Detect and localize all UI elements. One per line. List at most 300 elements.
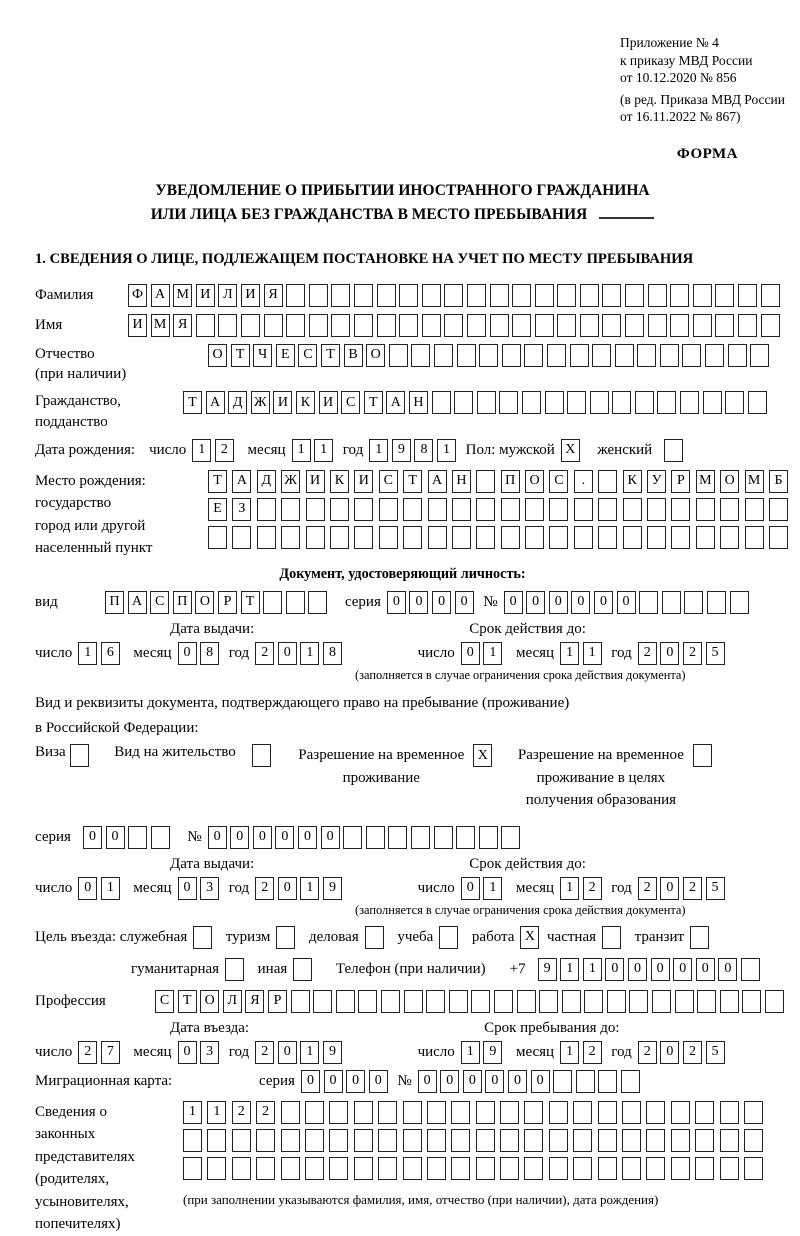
- char-box[interactable]: [403, 498, 422, 521]
- char-box[interactable]: [452, 526, 471, 549]
- char-box[interactable]: С: [155, 990, 174, 1013]
- char-box[interactable]: [434, 826, 453, 849]
- char-box[interactable]: 0: [571, 591, 590, 614]
- char-box[interactable]: Н: [409, 391, 428, 414]
- char-box[interactable]: [693, 744, 712, 767]
- char-box[interactable]: 2: [232, 1101, 251, 1124]
- char-box[interactable]: [451, 1157, 470, 1180]
- char-box[interactable]: 0: [617, 591, 636, 614]
- char-box[interactable]: 2: [78, 1041, 97, 1064]
- char-box[interactable]: [598, 1129, 617, 1152]
- char-box[interactable]: [742, 990, 761, 1013]
- char-box[interactable]: [305, 1157, 324, 1180]
- char-box[interactable]: [403, 1157, 422, 1180]
- char-box[interactable]: 2: [255, 1041, 274, 1064]
- char-box[interactable]: 3: [200, 877, 219, 900]
- char-box[interactable]: [476, 1129, 495, 1152]
- char-box[interactable]: [590, 391, 609, 414]
- char-box[interactable]: [549, 1157, 568, 1180]
- char-box[interactable]: [500, 1129, 519, 1152]
- char-box[interactable]: 1: [101, 877, 120, 900]
- char-box[interactable]: С: [549, 470, 568, 493]
- char-box[interactable]: 1: [560, 1041, 579, 1064]
- char-box[interactable]: [720, 1129, 739, 1152]
- char-box[interactable]: [305, 1101, 324, 1124]
- char-box[interactable]: X: [561, 439, 580, 462]
- char-box[interactable]: [490, 314, 509, 337]
- char-box[interactable]: 0: [461, 642, 480, 665]
- char-box[interactable]: [256, 1129, 275, 1152]
- char-box[interactable]: [512, 314, 531, 337]
- char-box[interactable]: [623, 526, 642, 549]
- char-box[interactable]: [680, 391, 699, 414]
- char-box[interactable]: [622, 1101, 641, 1124]
- char-box[interactable]: 1: [583, 958, 602, 981]
- char-box[interactable]: [697, 990, 716, 1013]
- char-box[interactable]: [281, 1129, 300, 1152]
- char-box[interactable]: 2: [583, 877, 602, 900]
- char-box[interactable]: [70, 744, 89, 767]
- char-box[interactable]: [305, 1129, 324, 1152]
- char-box[interactable]: М: [696, 470, 715, 493]
- char-box[interactable]: 0: [253, 826, 272, 849]
- char-box[interactable]: [535, 284, 554, 307]
- char-box[interactable]: [451, 1129, 470, 1152]
- char-box[interactable]: [467, 284, 486, 307]
- char-box[interactable]: 0: [321, 826, 340, 849]
- char-box[interactable]: [291, 990, 310, 1013]
- char-box[interactable]: [476, 1157, 495, 1180]
- char-box[interactable]: [427, 1101, 446, 1124]
- char-box[interactable]: [208, 526, 227, 549]
- char-box[interactable]: 2: [638, 877, 657, 900]
- char-box[interactable]: 1: [461, 1041, 480, 1064]
- char-box[interactable]: 0: [369, 1070, 388, 1093]
- char-box[interactable]: [670, 314, 689, 337]
- char-box[interactable]: 0: [278, 1041, 297, 1064]
- char-box[interactable]: [598, 1070, 617, 1093]
- char-box[interactable]: [524, 344, 543, 367]
- char-box[interactable]: А: [151, 284, 170, 307]
- char-box[interactable]: [388, 826, 407, 849]
- char-box[interactable]: К: [330, 470, 349, 493]
- char-box[interactable]: [671, 1129, 690, 1152]
- char-box[interactable]: Е: [276, 344, 295, 367]
- char-box[interactable]: [703, 391, 722, 414]
- char-box[interactable]: [576, 1070, 595, 1093]
- char-box[interactable]: 1: [183, 1101, 202, 1124]
- char-box[interactable]: [494, 990, 513, 1013]
- char-box[interactable]: [705, 344, 724, 367]
- char-box[interactable]: [557, 314, 576, 337]
- char-box[interactable]: [365, 926, 384, 949]
- char-box[interactable]: [306, 498, 325, 521]
- char-box[interactable]: [471, 990, 490, 1013]
- char-box[interactable]: [607, 990, 626, 1013]
- char-box[interactable]: [671, 1101, 690, 1124]
- char-box[interactable]: 1: [207, 1101, 226, 1124]
- char-box[interactable]: 0: [178, 642, 197, 665]
- char-box[interactable]: [573, 1157, 592, 1180]
- char-box[interactable]: [263, 591, 282, 614]
- char-box[interactable]: [584, 990, 603, 1013]
- char-box[interactable]: [501, 498, 520, 521]
- char-box[interactable]: [695, 1101, 714, 1124]
- char-box[interactable]: [354, 498, 373, 521]
- char-box[interactable]: [761, 314, 780, 337]
- char-box[interactable]: 1: [78, 642, 97, 665]
- char-box[interactable]: [598, 1157, 617, 1180]
- char-box[interactable]: Л: [223, 990, 242, 1013]
- char-box[interactable]: 0: [660, 642, 679, 665]
- char-box[interactable]: [467, 314, 486, 337]
- char-box[interactable]: [502, 344, 521, 367]
- char-box[interactable]: 0: [594, 591, 613, 614]
- char-box[interactable]: [639, 591, 658, 614]
- char-box[interactable]: [621, 1070, 640, 1093]
- char-box[interactable]: [720, 990, 739, 1013]
- char-box[interactable]: [257, 498, 276, 521]
- char-box[interactable]: [196, 314, 215, 337]
- char-box[interactable]: [635, 391, 654, 414]
- char-box[interactable]: [432, 391, 451, 414]
- char-box[interactable]: [646, 1129, 665, 1152]
- char-box[interactable]: [281, 526, 300, 549]
- char-box[interactable]: Т: [241, 591, 260, 614]
- char-box[interactable]: 3: [200, 1041, 219, 1064]
- char-box[interactable]: [378, 1101, 397, 1124]
- char-box[interactable]: [693, 314, 712, 337]
- char-box[interactable]: [574, 526, 593, 549]
- char-box[interactable]: [456, 826, 475, 849]
- char-box[interactable]: [151, 826, 170, 849]
- char-box[interactable]: 2: [255, 642, 274, 665]
- char-box[interactable]: [622, 1157, 641, 1180]
- char-box[interactable]: [264, 314, 283, 337]
- char-box[interactable]: И: [196, 284, 215, 307]
- char-box[interactable]: [524, 1101, 543, 1124]
- char-box[interactable]: [539, 990, 558, 1013]
- char-box[interactable]: 7: [101, 1041, 120, 1064]
- char-box[interactable]: [354, 1157, 373, 1180]
- char-box[interactable]: С: [150, 591, 169, 614]
- char-box[interactable]: [381, 990, 400, 1013]
- char-box[interactable]: [232, 1157, 251, 1180]
- char-box[interactable]: [524, 1157, 543, 1180]
- char-box[interactable]: [286, 284, 305, 307]
- char-box[interactable]: X: [473, 744, 492, 767]
- char-box[interactable]: Р: [268, 990, 287, 1013]
- char-box[interactable]: [225, 958, 244, 981]
- char-box[interactable]: [580, 284, 599, 307]
- char-box[interactable]: [354, 314, 373, 337]
- char-box[interactable]: [602, 284, 621, 307]
- char-box[interactable]: [682, 344, 701, 367]
- char-box[interactable]: 1: [300, 642, 319, 665]
- char-box[interactable]: 0: [324, 1070, 343, 1093]
- char-box[interactable]: [612, 391, 631, 414]
- char-box[interactable]: [286, 314, 305, 337]
- char-box[interactable]: [769, 498, 788, 521]
- char-box[interactable]: [281, 498, 300, 521]
- char-box[interactable]: А: [428, 470, 447, 493]
- char-box[interactable]: [646, 1157, 665, 1180]
- char-box[interactable]: Н: [452, 470, 471, 493]
- char-box[interactable]: [379, 498, 398, 521]
- char-box[interactable]: [720, 1157, 739, 1180]
- char-box[interactable]: [128, 826, 147, 849]
- char-box[interactable]: [725, 391, 744, 414]
- char-box[interactable]: Т: [364, 391, 383, 414]
- char-box[interactable]: [660, 344, 679, 367]
- char-box[interactable]: И: [241, 284, 260, 307]
- char-box[interactable]: [647, 526, 666, 549]
- char-box[interactable]: И: [273, 391, 292, 414]
- char-box[interactable]: [675, 990, 694, 1013]
- char-box[interactable]: Ч: [253, 344, 272, 367]
- char-box[interactable]: [720, 526, 739, 549]
- char-box[interactable]: [500, 1101, 519, 1124]
- char-box[interactable]: 0: [83, 826, 102, 849]
- char-box[interactable]: [744, 1101, 763, 1124]
- char-box[interactable]: [547, 344, 566, 367]
- char-box[interactable]: [331, 284, 350, 307]
- char-box[interactable]: Т: [183, 391, 202, 414]
- char-box[interactable]: [525, 526, 544, 549]
- char-box[interactable]: [490, 284, 509, 307]
- char-box[interactable]: [671, 1157, 690, 1180]
- char-box[interactable]: [728, 344, 747, 367]
- char-box[interactable]: [738, 314, 757, 337]
- char-box[interactable]: [330, 526, 349, 549]
- char-box[interactable]: 1: [560, 877, 579, 900]
- char-box[interactable]: [567, 391, 586, 414]
- char-box[interactable]: 0: [531, 1070, 550, 1093]
- char-box[interactable]: [276, 926, 295, 949]
- char-box[interactable]: [256, 1157, 275, 1180]
- char-box[interactable]: 2: [583, 1041, 602, 1064]
- char-box[interactable]: [313, 990, 332, 1013]
- char-box[interactable]: 1: [560, 958, 579, 981]
- char-box[interactable]: П: [105, 591, 124, 614]
- char-box[interactable]: [622, 1129, 641, 1152]
- char-box[interactable]: [598, 1101, 617, 1124]
- char-box[interactable]: [479, 344, 498, 367]
- char-box[interactable]: 0: [526, 591, 545, 614]
- char-box[interactable]: [657, 391, 676, 414]
- char-box[interactable]: О: [525, 470, 544, 493]
- char-box[interactable]: Е: [208, 498, 227, 521]
- char-box[interactable]: [671, 526, 690, 549]
- char-box[interactable]: 0: [106, 826, 125, 849]
- char-box[interactable]: У: [647, 470, 666, 493]
- char-box[interactable]: [411, 826, 430, 849]
- char-box[interactable]: [403, 1129, 422, 1152]
- char-box[interactable]: Ж: [251, 391, 270, 414]
- char-box[interactable]: И: [128, 314, 147, 337]
- char-box[interactable]: [476, 526, 495, 549]
- char-box[interactable]: [553, 1070, 572, 1093]
- char-box[interactable]: [218, 314, 237, 337]
- char-box[interactable]: [738, 284, 757, 307]
- char-box[interactable]: [535, 314, 554, 337]
- char-box[interactable]: А: [232, 470, 251, 493]
- char-box[interactable]: [378, 1157, 397, 1180]
- char-box[interactable]: 0: [275, 826, 294, 849]
- char-box[interactable]: [602, 314, 621, 337]
- char-box[interactable]: 1: [300, 877, 319, 900]
- char-box[interactable]: [329, 1129, 348, 1152]
- char-box[interactable]: 6: [101, 642, 120, 665]
- char-box[interactable]: [695, 1129, 714, 1152]
- char-box[interactable]: [358, 990, 377, 1013]
- char-box[interactable]: [592, 344, 611, 367]
- char-box[interactable]: [354, 1129, 373, 1152]
- char-box[interactable]: [281, 1157, 300, 1180]
- char-box[interactable]: 8: [414, 439, 433, 462]
- char-box[interactable]: [404, 990, 423, 1013]
- char-box[interactable]: [615, 344, 634, 367]
- char-box[interactable]: Т: [178, 990, 197, 1013]
- char-box[interactable]: [574, 498, 593, 521]
- char-box[interactable]: 1: [192, 439, 211, 462]
- char-box[interactable]: 0: [463, 1070, 482, 1093]
- char-box[interactable]: [389, 344, 408, 367]
- char-box[interactable]: 0: [605, 958, 624, 981]
- char-box[interactable]: [499, 391, 518, 414]
- char-box[interactable]: [648, 284, 667, 307]
- char-box[interactable]: О: [366, 344, 385, 367]
- char-box[interactable]: [522, 391, 541, 414]
- char-box[interactable]: [329, 1101, 348, 1124]
- char-box[interactable]: [366, 826, 385, 849]
- char-box[interactable]: О: [208, 344, 227, 367]
- char-box[interactable]: [637, 344, 656, 367]
- char-box[interactable]: [403, 526, 422, 549]
- char-box[interactable]: 0: [696, 958, 715, 981]
- char-box[interactable]: 9: [323, 877, 342, 900]
- char-box[interactable]: [693, 284, 712, 307]
- char-box[interactable]: О: [195, 591, 214, 614]
- char-box[interactable]: [252, 744, 271, 767]
- char-box[interactable]: [648, 314, 667, 337]
- char-box[interactable]: 1: [583, 642, 602, 665]
- char-box[interactable]: [557, 284, 576, 307]
- char-box[interactable]: 0: [301, 1070, 320, 1093]
- char-box[interactable]: [354, 1101, 373, 1124]
- char-box[interactable]: [479, 826, 498, 849]
- char-box[interactable]: [629, 990, 648, 1013]
- char-box[interactable]: Л: [218, 284, 237, 307]
- char-box[interactable]: [377, 314, 396, 337]
- char-box[interactable]: [623, 498, 642, 521]
- char-box[interactable]: [549, 1129, 568, 1152]
- char-box[interactable]: [241, 314, 260, 337]
- char-box[interactable]: [745, 526, 764, 549]
- char-box[interactable]: 0: [660, 1041, 679, 1064]
- char-box[interactable]: 1: [292, 439, 311, 462]
- char-box[interactable]: [652, 990, 671, 1013]
- char-box[interactable]: [549, 1101, 568, 1124]
- char-box[interactable]: [452, 498, 471, 521]
- char-box[interactable]: 5: [706, 1041, 725, 1064]
- char-box[interactable]: [573, 1129, 592, 1152]
- char-box[interactable]: З: [232, 498, 251, 521]
- char-box[interactable]: [696, 498, 715, 521]
- char-box[interactable]: [744, 1129, 763, 1152]
- char-box[interactable]: 1: [483, 642, 502, 665]
- char-box[interactable]: Я: [245, 990, 264, 1013]
- char-box[interactable]: [580, 314, 599, 337]
- char-box[interactable]: [769, 526, 788, 549]
- char-box[interactable]: 8: [323, 642, 342, 665]
- char-box[interactable]: 9: [392, 439, 411, 462]
- char-box[interactable]: [426, 990, 445, 1013]
- char-box[interactable]: Д: [228, 391, 247, 414]
- char-box[interactable]: 2: [256, 1101, 275, 1124]
- char-box[interactable]: [744, 1157, 763, 1180]
- char-box[interactable]: 0: [440, 1070, 459, 1093]
- char-box[interactable]: [379, 526, 398, 549]
- char-box[interactable]: Ф: [128, 284, 147, 307]
- char-box[interactable]: 2: [255, 877, 274, 900]
- char-box[interactable]: 0: [455, 591, 474, 614]
- char-box[interactable]: [684, 591, 703, 614]
- char-box[interactable]: [602, 926, 621, 949]
- char-box[interactable]: М: [173, 284, 192, 307]
- char-box[interactable]: [500, 1157, 519, 1180]
- char-box[interactable]: [257, 526, 276, 549]
- char-box[interactable]: 0: [673, 958, 692, 981]
- char-box[interactable]: 0: [504, 591, 523, 614]
- char-box[interactable]: [309, 314, 328, 337]
- char-box[interactable]: [501, 526, 520, 549]
- char-box[interactable]: [378, 1129, 397, 1152]
- char-box[interactable]: [476, 470, 495, 493]
- char-box[interactable]: [695, 1157, 714, 1180]
- char-box[interactable]: 0: [549, 591, 568, 614]
- char-box[interactable]: [646, 1101, 665, 1124]
- char-box[interactable]: 1: [560, 642, 579, 665]
- char-box[interactable]: [573, 1101, 592, 1124]
- char-box[interactable]: [501, 826, 520, 849]
- char-box[interactable]: 9: [323, 1041, 342, 1064]
- char-box[interactable]: 2: [215, 439, 234, 462]
- char-box[interactable]: [696, 526, 715, 549]
- char-box[interactable]: [308, 591, 327, 614]
- char-box[interactable]: [232, 526, 251, 549]
- char-box[interactable]: [549, 498, 568, 521]
- char-box[interactable]: [444, 284, 463, 307]
- char-box[interactable]: Р: [218, 591, 237, 614]
- char-box[interactable]: [720, 1101, 739, 1124]
- char-box[interactable]: 2: [683, 877, 702, 900]
- char-box[interactable]: [399, 284, 418, 307]
- char-box[interactable]: [670, 284, 689, 307]
- char-box[interactable]: [293, 958, 312, 981]
- char-box[interactable]: [286, 591, 305, 614]
- char-box[interactable]: Т: [208, 470, 227, 493]
- char-box[interactable]: [306, 526, 325, 549]
- char-box[interactable]: 0: [208, 826, 227, 849]
- char-box[interactable]: [570, 344, 589, 367]
- char-box[interactable]: [598, 498, 617, 521]
- char-box[interactable]: [343, 826, 362, 849]
- char-box[interactable]: [625, 314, 644, 337]
- char-box[interactable]: Т: [231, 344, 250, 367]
- char-box[interactable]: Д: [257, 470, 276, 493]
- char-box[interactable]: [720, 498, 739, 521]
